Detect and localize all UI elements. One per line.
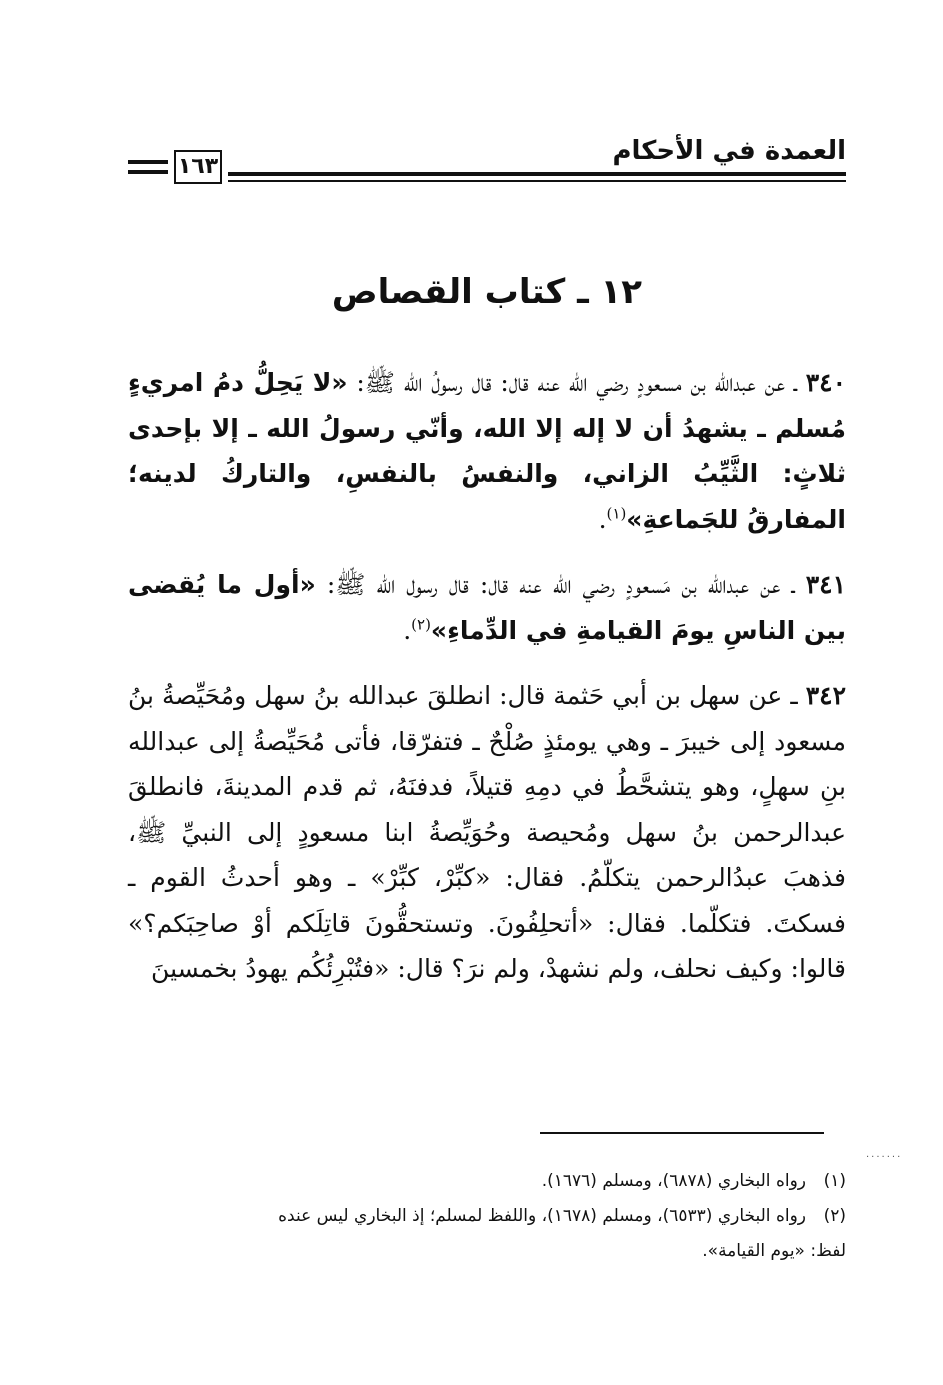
hadith-intro: ـ عن عبدالله بن مسعودٍ رضي الله عنه قال: قال رسولُ الله ﷺ: (356, 368, 797, 397)
hadith-tail: . (598, 504, 607, 534)
footnote-ref: (١) (606, 504, 627, 523)
footnotes (128, 1164, 846, 1269)
footnote-text: رواه البخاري (٦٨٧٨)، ومسلم (١٦٧٦). (541, 1171, 806, 1191)
footnote-2 (128, 1199, 846, 1234)
footnote-number: (٢) (823, 1206, 846, 1226)
hadith-340 (128, 360, 846, 542)
header-ornament-dash (128, 160, 168, 164)
running-header (128, 136, 846, 192)
hadith-paragraph (128, 562, 846, 653)
hadith-342 (128, 673, 846, 992)
hadith-number: ٣٤١ (805, 570, 847, 599)
footnote-separator (540, 1132, 824, 1134)
footnote-2-continuation (128, 1234, 846, 1269)
footnote-ref: (٢) (411, 615, 431, 634)
hadith-intro: ـ عن عبدالله بن مَسعودٍ رضي الله عنه قال: قال رسول الله ﷺ: (326, 570, 795, 599)
chapter-heading: ١٢ ـ كتاب القصاص (331, 272, 643, 312)
hadith-quote: «لا يَحِلُّ دمُ امريءٍ مُسلم ـ يشهدُ أن لا إله إلا الله، وأنّي رسولُ الله ـ إلا بإحدى ثلاثٍ: الثَّيِّبُ الزاني، والنفسُ بالنفسِ، والتاركُ لدينه؛ المفارقُ للجَماعةِ» (128, 368, 846, 534)
scan-artifact: ······· (866, 1152, 903, 1163)
header-ornament-dash (128, 170, 168, 174)
page-number: ١٦٣ (174, 150, 222, 184)
footnote-text: لفظ: «يوم القيامة». (702, 1241, 846, 1261)
hadith-text: ـ عن سهل بن أبي حَثمة قال: انطلقَ عبدالله بنُ سهل ومُحَيِّصةُ بنُ مسعود إلى خيبرَ ـ وهي يومئذٍ صُلْحٌ ـ فتفرّقا، فأتى مُحَيِّصةُ إلى عبدالله بنِ سهلٍ، وهو يتشحَّطُ في دمِهِ قتيلاً، فدفنَهُ، ثم قدم المدينةَ، فانطلقَ عبدالرحمن بنُ سهل ومُحيصة وحُوَيِّصةُ ابنا مسعودٍ إلى النبيِّ ﷺ، فذهبَ عبدُالرحمن يتكلّمُ. فقال: «كبِّرْ، كبِّرْ» ـ وهو أحدثُ القوم ـ فسكتَ. فتكلّما. فقال: «أتحلِفُونَ. وتستحقُّونَ قاتِلَكم أوْ صاحِبَكم؟» قالوا: وكيف نحلف، ولم نشهدْ، ولم نرَ؟ قال: «فتُبْرِئُكُم يهودُ بخمسينَ (128, 681, 846, 983)
hadith-341 (128, 562, 846, 653)
header-rule-thin (228, 180, 846, 182)
running-title: العمدة في الأحكام (612, 136, 846, 166)
footnote-number: (١) (823, 1171, 846, 1191)
body-text (128, 360, 846, 1012)
footnote-1 (128, 1164, 846, 1199)
hadith-number: ٣٤٢ (805, 681, 847, 710)
hadith-tail: . (403, 615, 412, 645)
header-rule (228, 172, 846, 176)
hadith-paragraph (128, 360, 846, 542)
footnote-text: رواه البخاري (٦٥٣٣)، ومسلم (١٦٧٨)، واللفظ لمسلم؛ إذ البخاري ليس عنده (278, 1206, 806, 1226)
hadith-paragraph (128, 673, 846, 992)
hadith-number: ٣٤٠ (805, 368, 847, 397)
hadith-quote: «أول ما يُقضى بين الناسِ يومَ القيامةِ في الدِّماءِ» (128, 570, 846, 645)
